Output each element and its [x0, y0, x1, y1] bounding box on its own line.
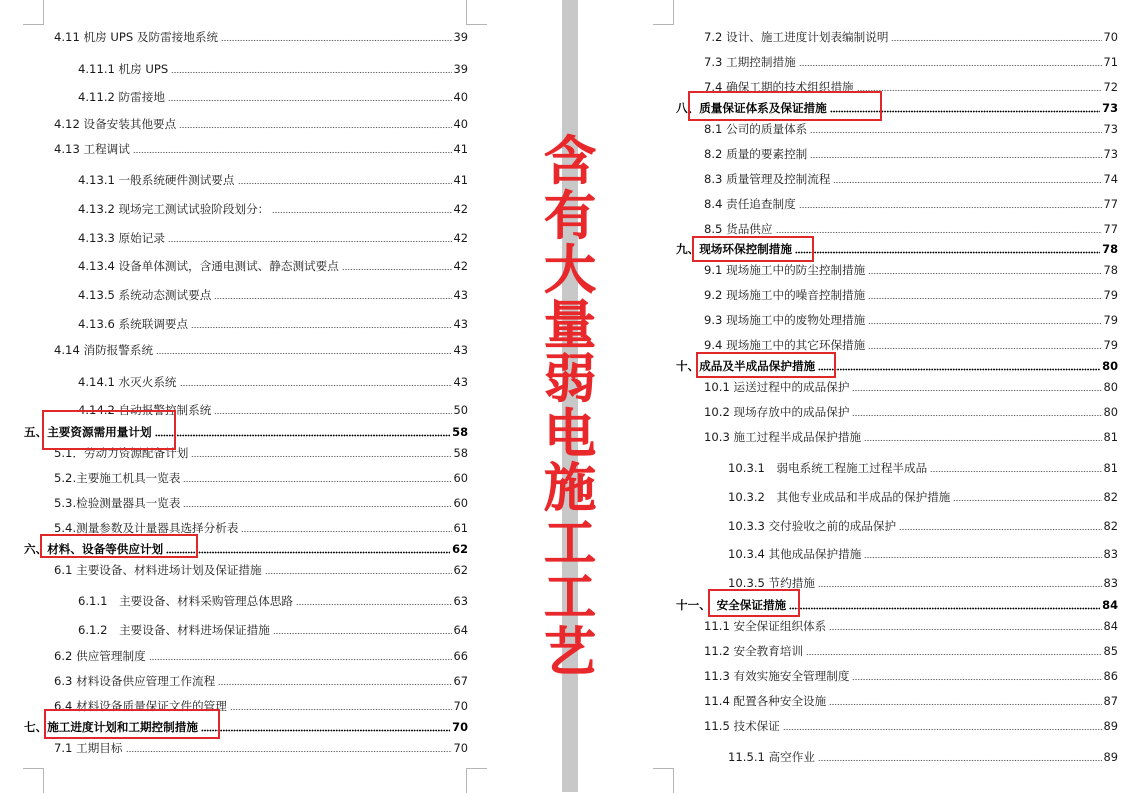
toc-entry-title: 7.1 工期目标	[54, 741, 123, 755]
toc-page-number: 64	[453, 623, 468, 637]
toc-dot-leader	[156, 352, 451, 355]
toc-page-number: 66	[453, 649, 468, 663]
toc-dot-leader	[191, 455, 451, 458]
toc-dot-leader	[818, 368, 1100, 371]
toc-entry[interactable]	[54, 648, 468, 664]
toc-dot-leader	[806, 653, 1101, 656]
toc-page-number: 83	[1103, 547, 1118, 561]
toc-dot-leader	[810, 156, 1101, 159]
toc-dot-leader	[868, 322, 1101, 325]
crop-mark	[466, 0, 487, 25]
toc-page-number: 71	[1103, 55, 1118, 69]
toc-dot-leader	[296, 603, 451, 606]
toc-entry[interactable]	[704, 221, 1118, 237]
toc-page-number: 74	[1103, 172, 1118, 186]
toc-entry-title: 11.2 安全教育培训	[704, 644, 804, 658]
toc-dot-leader	[930, 470, 1101, 473]
toc-entry[interactable]	[704, 429, 1118, 445]
toc-dot-leader	[218, 683, 451, 686]
toc-entry[interactable]	[704, 668, 1118, 684]
toc-page-number: 86	[1103, 669, 1118, 683]
toc-page-number: 82	[1103, 490, 1118, 504]
toc-page-number: 85	[1103, 644, 1118, 658]
toc-page-number: 73	[1102, 101, 1118, 115]
toc-page-number: 63	[453, 594, 468, 608]
toc-page-number: 70	[452, 720, 468, 734]
toc-dot-leader	[126, 750, 452, 753]
highlight-box	[44, 709, 220, 739]
toc-entry[interactable]	[78, 622, 468, 638]
toc-entry[interactable]	[704, 618, 1118, 634]
highlight-box	[696, 352, 836, 378]
crop-mark	[653, 0, 674, 25]
toc-entry[interactable]	[704, 718, 1118, 734]
toc-entry-title: 11.3 有效实施安全管理制度	[704, 669, 850, 683]
toc-dot-leader	[833, 181, 1101, 184]
toc-entry-title: 10.3.2 其他专业成品和半成品的保护措施	[728, 490, 951, 504]
toc-entry[interactable]	[54, 141, 468, 157]
toc-dot-leader	[789, 607, 1100, 610]
toc-entry[interactable]	[704, 287, 1118, 303]
toc-entry[interactable]	[54, 342, 468, 358]
toc-dot-leader	[272, 211, 451, 214]
toc-page-number: 81	[1103, 461, 1118, 475]
overlay-title-char: 弱	[543, 350, 596, 410]
toc-entry-title: 10.3 施工过程半成品保护措施	[704, 430, 862, 444]
overlay-title-char: 施	[543, 459, 596, 519]
toc-entry-title: 4.12 设备安装其他要点	[54, 117, 177, 131]
toc-page-number: 43	[453, 317, 468, 331]
toc-page-number: 40	[453, 117, 468, 131]
toc-entry-title: 6.4 材料设备质量保证文件的管理	[54, 699, 227, 713]
toc-entry-title: 6.1.1 主要设备、材料采购管理总体思路	[78, 594, 294, 608]
toc-dot-leader	[183, 505, 451, 508]
toc-dot-leader	[342, 268, 452, 271]
toc-entry-title: 4.13.6 系统联调要点	[78, 317, 189, 331]
toc-page-number: 84	[1103, 619, 1118, 633]
toc-entry[interactable]	[704, 312, 1118, 328]
toc-page-number: 42	[453, 259, 468, 273]
crop-mark	[466, 768, 487, 793]
toc-dot-leader	[155, 434, 451, 437]
toc-entry-title: 九、现场环保控制措施	[676, 242, 792, 256]
toc-entry[interactable]	[704, 54, 1118, 70]
overlay-title-char: 工	[543, 513, 596, 574]
toc-dot-leader	[818, 585, 1102, 588]
toc-page-number: 84	[1102, 598, 1118, 612]
toc-page-number: 77	[1103, 197, 1118, 211]
toc-entry[interactable]	[704, 643, 1118, 659]
toc-entry-title: 4.13.1 一般系统硬件测试要点	[78, 173, 235, 187]
toc-entry[interactable]	[78, 201, 468, 217]
toc-entry-title: 8.1 公司的质量体系	[704, 122, 808, 136]
toc-page-number: 70	[453, 741, 468, 755]
toc-entry[interactable]	[704, 121, 1118, 137]
toc-entry[interactable]	[704, 262, 1118, 278]
toc-entry-title: 8.5 货品供应	[704, 222, 773, 236]
toc-entry-title: 8.2 质量的要素控制	[704, 147, 808, 161]
toc-entry-title: 五、主要资源需用量计划	[24, 425, 152, 439]
toc-page-number: 50	[453, 403, 468, 417]
toc-entry-title: 4.14.2 自动报警控制系统	[78, 403, 212, 417]
toc-dot-leader	[191, 326, 451, 329]
toc-page-number: 70	[1103, 30, 1118, 44]
toc-page-number: 82	[1103, 519, 1118, 533]
toc-page-number: 40	[453, 90, 468, 104]
toc-entry-title: 11.4 配置各种安全设施	[704, 694, 827, 708]
overlay-title-char: 量	[543, 295, 596, 356]
toc-dot-leader	[783, 728, 1102, 731]
toc-entry[interactable]	[728, 460, 1118, 476]
toc-page-number: 41	[453, 173, 468, 187]
toc-dot-leader	[829, 703, 1101, 706]
toc-entry-title: 4.13 工程调试	[54, 142, 130, 156]
toc-entry-title: 5.2.主要施工机具一览表	[54, 471, 181, 485]
toc-page-number: 72	[1103, 80, 1118, 94]
toc-entry-title: 11.5.1 高空作业	[728, 750, 815, 764]
toc-dot-leader	[899, 528, 1101, 531]
toc-entry[interactable]	[54, 470, 468, 486]
toc-entry-title: 10.3.4 其他成品保护措施	[728, 547, 862, 561]
toc-page-number: 73	[1103, 147, 1118, 161]
toc-dot-leader	[891, 39, 1101, 42]
toc-entry-title: 4.11 机房 UPS 及防雷接地系统	[54, 30, 219, 44]
toc-entry[interactable]	[704, 29, 1118, 45]
toc-dot-leader	[273, 632, 452, 635]
toc-dot-leader	[230, 708, 452, 711]
toc-entry[interactable]	[78, 230, 468, 246]
highlight-box	[688, 91, 882, 121]
toc-page-number: 62	[452, 542, 468, 556]
toc-entry[interactable]	[78, 258, 468, 274]
toc-page-number: 43	[453, 375, 468, 389]
toc-dot-leader	[214, 297, 451, 300]
toc-page-number: 42	[453, 202, 468, 216]
toc-dot-leader	[241, 530, 451, 533]
toc-entry[interactable]	[78, 89, 468, 105]
toc-entry-title: 4.14 消防报警系统	[54, 343, 154, 357]
highlight-box	[692, 236, 814, 262]
toc-entry[interactable]	[728, 749, 1118, 765]
toc-entry[interactable]	[728, 489, 1118, 505]
toc-dot-leader	[864, 556, 1101, 559]
toc-entry-title: 7.2 设计、施工进度计划表编制说明	[704, 30, 889, 44]
highlight-box	[40, 534, 198, 558]
toc-dot-leader	[852, 678, 1101, 681]
toc-entry-title: 6.2 供应管理制度	[54, 649, 146, 663]
toc-dot-leader	[179, 126, 451, 129]
toc-entry-title: 十一、 安全保证措施	[676, 598, 787, 612]
toc-entry-title: 4.13.4 设备单体测试，含通电测试、静态测试要点	[78, 259, 339, 273]
toc-entry-title: 9.3 现场施工中的废物处理措施	[704, 313, 866, 327]
toc-page-number: 39	[453, 62, 468, 76]
toc-entry[interactable]	[704, 693, 1118, 709]
toc-entry-title: 七、施工进度计划和工期控制措施	[24, 720, 198, 734]
overlay-title-char: 有	[543, 186, 596, 247]
toc-entry[interactable]	[78, 316, 468, 332]
toc-dot-leader	[221, 39, 451, 42]
toc-page-number: 41	[453, 142, 468, 156]
toc-dot-leader	[168, 240, 452, 243]
toc-page-number: 79	[1103, 338, 1118, 352]
toc-entry[interactable]	[78, 61, 468, 77]
toc-dot-leader	[857, 89, 1102, 92]
toc-page-number: 43	[453, 343, 468, 357]
toc-entry-title: 4.13.2 现场完工测试试验阶段划分：	[78, 202, 270, 216]
toc-page-number: 58	[452, 425, 468, 439]
toc-dot-leader	[133, 151, 452, 154]
toc-entry-title: 8.4 责任追查制度	[704, 197, 796, 211]
toc-entry-title: 10.3.5 节约措施	[728, 576, 815, 590]
overlay-title-char: 大	[543, 241, 596, 301]
toc-dot-leader	[171, 71, 451, 74]
toc-entry-title: 4.11.2 防雷接地	[78, 90, 165, 104]
toc-dot-leader	[799, 64, 1102, 67]
toc-entry-title: 9.4 现场施工中的其它环保措施	[704, 338, 866, 352]
toc-entry-title: 11.1 安全保证组织体系	[704, 619, 827, 633]
toc-dot-leader	[868, 347, 1101, 350]
toc-entry[interactable]	[704, 146, 1118, 162]
toc-entry[interactable]	[54, 116, 468, 132]
toc-entry-title: 4.13.5 系统动态测试要点	[78, 288, 212, 302]
toc-page-number: 83	[1103, 576, 1118, 590]
toc-entry-title: 十、成品及半成品保护措施	[676, 359, 816, 373]
toc-page-number: 89	[1103, 750, 1118, 764]
toc-entry[interactable]	[54, 29, 468, 45]
toc-entry[interactable]	[78, 593, 468, 609]
toc-entry[interactable]	[728, 546, 1118, 562]
toc-dot-leader	[776, 231, 1102, 234]
crop-mark	[23, 768, 44, 793]
toc-dot-leader	[829, 628, 1101, 631]
toc-entry-title: 4.11.1 机房 UPS	[78, 62, 169, 76]
toc-dot-leader	[868, 297, 1101, 300]
toc-page-number: 60	[453, 471, 468, 485]
toc-page-number: 78	[1102, 242, 1118, 256]
toc-entry[interactable]	[704, 196, 1118, 212]
toc-page-number: 80	[1103, 405, 1118, 419]
toc-entry-title: 六、材料、设备等供应计划	[24, 542, 164, 556]
toc-dot-leader	[168, 99, 452, 102]
toc-entry[interactable]	[54, 673, 468, 689]
toc-dot-leader	[799, 206, 1102, 209]
highlight-box	[708, 589, 800, 617]
toc-dot-leader	[864, 439, 1101, 442]
toc-page-number: 89	[1103, 719, 1118, 733]
toc-dot-leader	[149, 658, 452, 661]
toc-page-number: 78	[1103, 263, 1118, 277]
toc-entry-title: 4.13.3 原始记录	[78, 231, 165, 245]
toc-entry[interactable]	[78, 287, 468, 303]
toc-dot-leader	[214, 412, 451, 415]
toc-page-number: 43	[453, 288, 468, 302]
toc-page-number: 60	[453, 496, 468, 510]
toc-page-number: 42	[453, 231, 468, 245]
toc-dot-leader	[810, 131, 1101, 134]
toc-entry-title: 10.2 现场存放中的成品保护	[704, 405, 850, 419]
toc-dot-leader	[852, 414, 1101, 417]
toc-entry-title: 5.1．劳动力资源配备计划	[54, 446, 189, 460]
toc-entry-title: 9.2 现场施工中的噪音控制措施	[704, 288, 866, 302]
toc-page-number: 77	[1103, 222, 1118, 236]
toc-entry[interactable]	[704, 171, 1118, 187]
toc-entry-title: 5.4.测量参数及计量器具选择分析表	[54, 521, 239, 535]
toc-entry-title: 6.1.2 主要设备、材料进场保证措施	[78, 623, 270, 637]
crop-mark	[23, 0, 44, 25]
toc-entry-title: 8.3 质量管理及控制流程	[704, 172, 831, 186]
toc-entry[interactable]	[54, 495, 468, 511]
toc-dot-leader	[183, 480, 451, 483]
toc-dot-leader	[868, 272, 1101, 275]
toc-entry[interactable]	[704, 337, 1118, 353]
toc-page-number: 70	[453, 699, 468, 713]
toc-entry-title: 4.14.1 水灭火系统	[78, 375, 177, 389]
toc-page-number: 61	[453, 521, 468, 535]
toc-entry[interactable]	[704, 379, 1118, 395]
overlay-title-char: 含	[543, 132, 596, 192]
toc-dot-leader	[265, 572, 452, 575]
toc-entry-title: 10.3.3 交付验收之前的成品保护	[728, 519, 897, 533]
toc-page-number: 79	[1103, 288, 1118, 302]
toc-entry[interactable]	[78, 374, 468, 390]
toc-entry-title: 7.3 工期控制措施	[704, 55, 796, 69]
toc-page-number: 87	[1103, 694, 1118, 708]
overlay-title-char: 工	[543, 568, 596, 628]
toc-dot-leader	[795, 251, 1100, 254]
toc-dot-leader	[953, 499, 1101, 502]
toc-page-number: 73	[1103, 122, 1118, 136]
toc-dot-leader	[201, 729, 450, 732]
toc-entry[interactable]	[704, 404, 1118, 420]
overlay-title-char: 艺	[543, 622, 596, 683]
toc-dot-leader	[852, 389, 1101, 392]
toc-page-number: 80	[1102, 359, 1118, 373]
toc-page-number: 79	[1103, 313, 1118, 327]
toc-entry-title: 7.4 确保工期的技术组织措施	[704, 80, 854, 94]
toc-page-number: 67	[453, 674, 468, 688]
toc-page-number: 81	[1103, 430, 1118, 444]
toc-entry-title: 6.1 主要设备、材料进场计划及保证措施	[54, 563, 262, 577]
toc-entry-title: 5.3.检验测量器具一览表	[54, 496, 181, 510]
toc-entry[interactable]	[728, 518, 1118, 534]
toc-dot-leader	[166, 551, 450, 554]
toc-entry[interactable]	[54, 562, 468, 578]
toc-entry[interactable]	[54, 740, 468, 756]
toc-dot-leader	[818, 759, 1102, 762]
overlay-vertical-title	[541, 132, 599, 683]
toc-page-number: 80	[1103, 380, 1118, 394]
toc-entry-title: 9.1 现场施工中的防尘控制措施	[704, 263, 866, 277]
toc-dot-leader	[180, 384, 452, 387]
toc-entry[interactable]	[78, 172, 468, 188]
toc-page-number: 62	[453, 563, 468, 577]
toc-dot-leader	[238, 182, 452, 185]
toc-entry-title: 11.5 技术保证	[704, 719, 780, 733]
highlight-box	[42, 410, 176, 450]
toc-entry-title: 10.3.1 弱电系统工程施工过程半成品	[728, 461, 928, 475]
toc-entry-title: 10.1 运送过程中的成品保护	[704, 380, 850, 394]
toc-page-number: 39	[453, 30, 468, 44]
toc-entry-title: 6.3 材料设备供应管理工作流程	[54, 674, 216, 688]
overlay-title-char: 电	[543, 404, 596, 465]
toc-entry-title: 八、质量保证体系及保证措施	[676, 101, 827, 115]
toc-page-number: 58	[453, 446, 468, 460]
crop-mark	[653, 768, 674, 793]
